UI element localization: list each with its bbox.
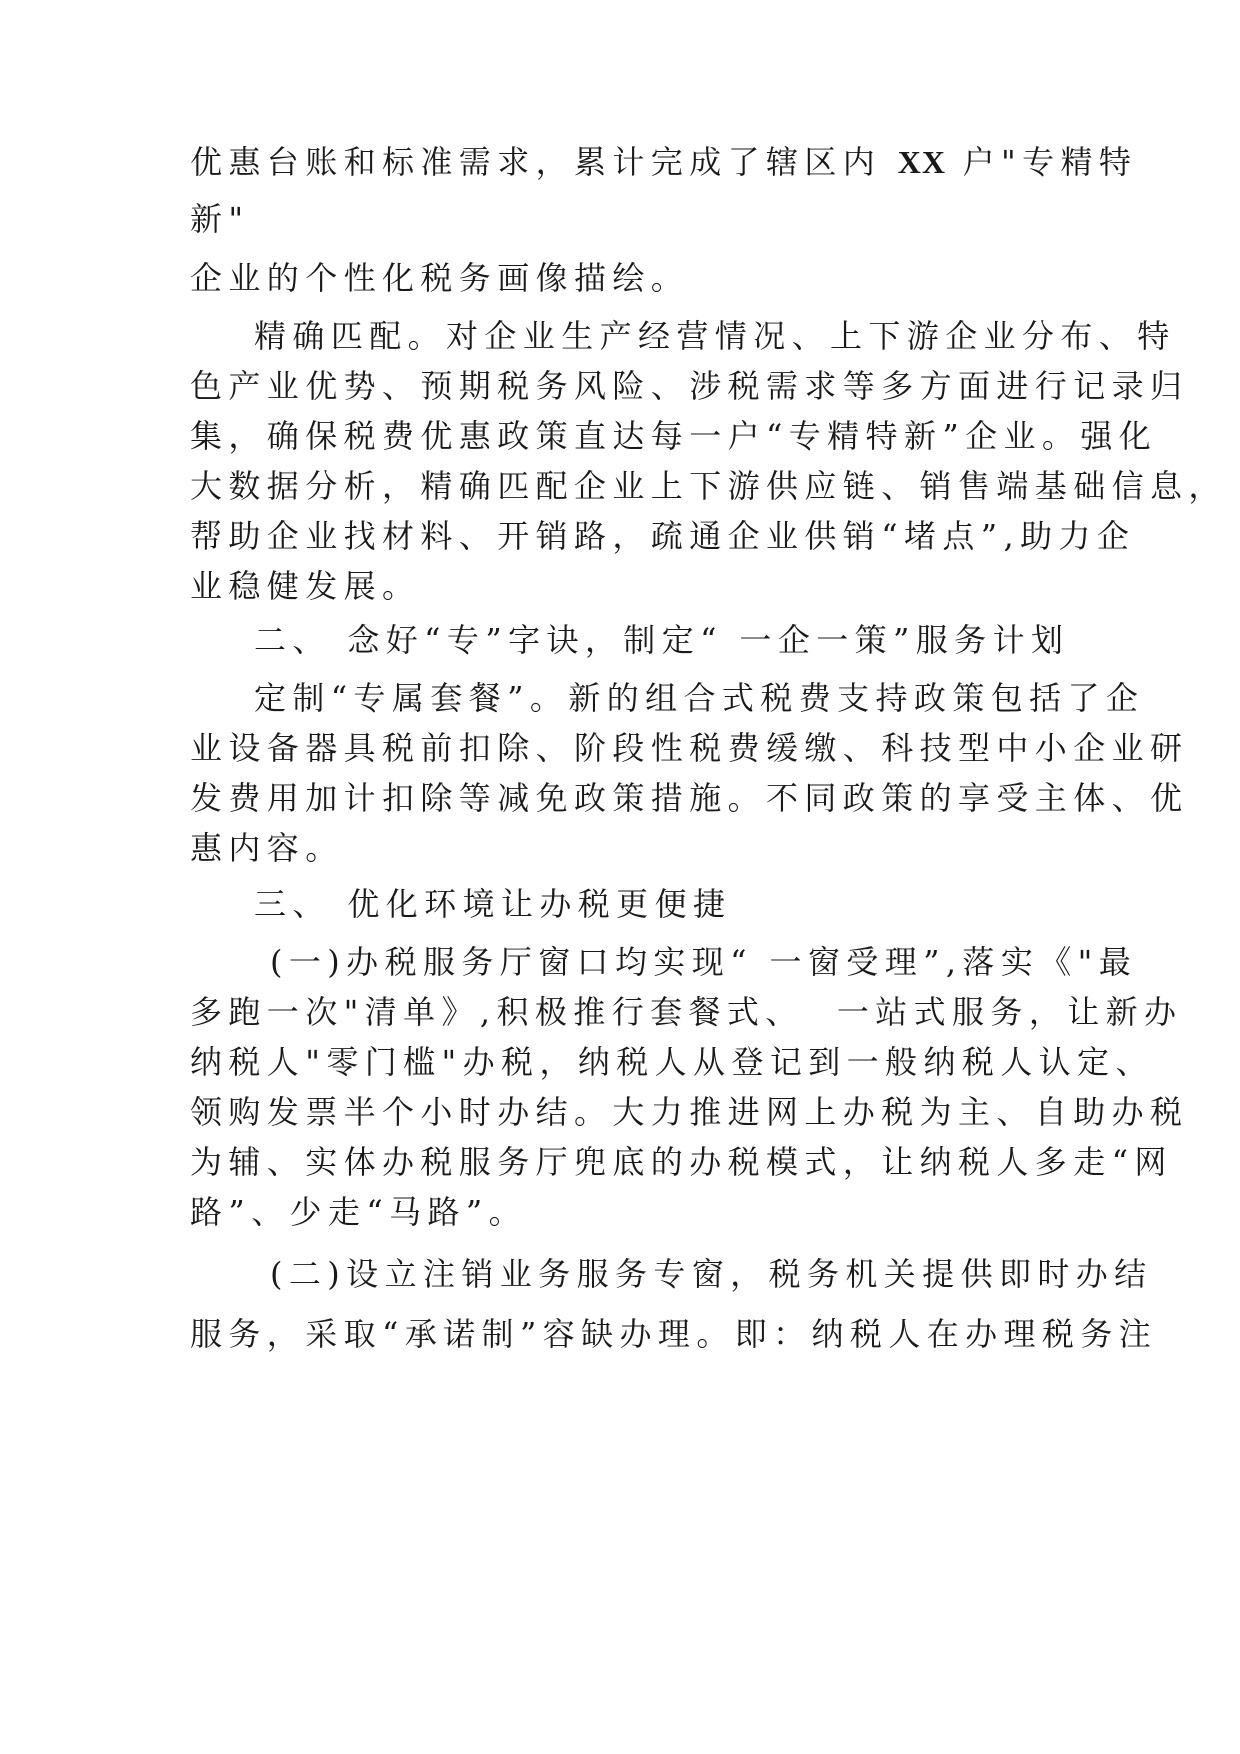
paragraph-line: 服务，采取“承诺制”容缺办理。即：纳税人在办理税务注 — [190, 1315, 1158, 1353]
paragraph-line: 多跑一次"清单》,积极推行套餐式、 一站式服务，让新办 — [190, 993, 1183, 1031]
section-heading-3: 三、 优化环境让办税更便捷 — [254, 885, 732, 923]
section-heading-2: 二、 念好“专”字诀，制定“ 一企一策”服务计划 — [254, 621, 1070, 659]
paragraph-line: 领购发票半个小时办结。大力推进网上办税为主、自助办税 — [190, 1093, 1189, 1131]
paragraph-line: 色产业优势、预期税务风险、涉税需求等多方面进行记录归 — [190, 367, 1189, 405]
paragraph-line: 路”、少走“马路”。 — [190, 1193, 528, 1231]
paragraph-line: 新" — [190, 200, 250, 238]
paragraph-line: 帮助企业找材料、开销路，疏通企业供销“堵点”,助力企 — [190, 517, 1136, 555]
paragraph-line-first: (二)设立注销业务服务专窗，税务机关提供即时办结 — [270, 1255, 1153, 1293]
bold-placeholder-xx: XX — [897, 144, 946, 180]
paragraph-line — [190, 142, 1137, 182]
paragraph-line: 发费用加计扣除等减免政策措施。不同政策的享受主体、优 — [190, 779, 1189, 817]
paragraph-line: 企业的个性化税务画像描绘。 — [190, 259, 690, 297]
paragraph-line-first: 定制“专属套餐”。新的组合式税费支持政策包括了企 — [254, 679, 1145, 717]
paragraph-line: 集，确保税费优惠政策直达每一户“专精特新”企业。强化 — [190, 417, 1158, 455]
paragraph-line-first: 精确匹配。对企业生产经营情况、上下游企业分布、特 — [254, 317, 1176, 355]
line-text: 户"专精特 — [946, 143, 1138, 181]
paragraph-line: 业稳健发展。 — [190, 567, 421, 605]
paragraph-line: 纳税人"零门槛"办税，纳税人从登记到一般纳税人认定、 — [190, 1043, 1154, 1081]
line-text: 优惠台账和标准需求，累计完成了辖区内 — [190, 143, 898, 181]
paragraph-line: 大数据分析，精确匹配企业上下游供应链、销售端基础信息， — [190, 467, 1227, 505]
paragraph-line-first: (一)办税服务厅窗口均实现“ 一窗受理”,落实《"最 — [270, 943, 1138, 981]
paragraph-line: 为辅、实体办税服务厅兜底的办税模式，让纳税人多走“网 — [190, 1143, 1173, 1181]
paragraph-line: 惠内容。 — [190, 829, 344, 867]
paragraph-line: 业设备器具税前扣除、阶段性税费缓缴、科技型中小企业研 — [190, 729, 1189, 767]
